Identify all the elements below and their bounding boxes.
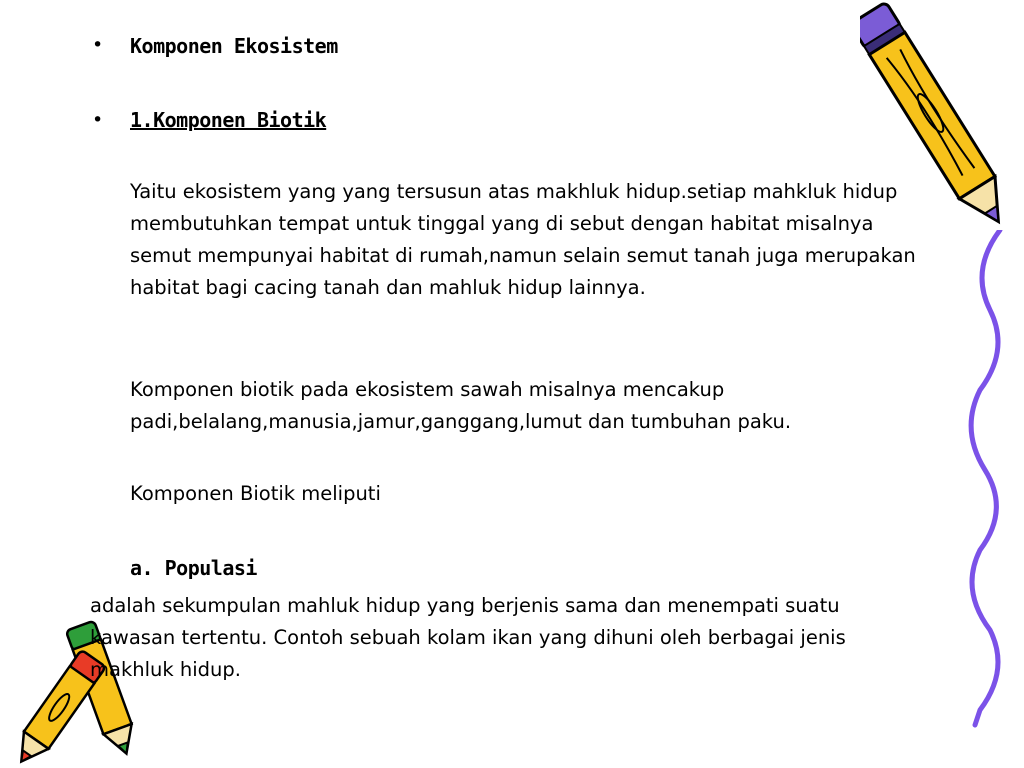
paragraph-sawah-example: Komponen biotik pada ekosistem sawah misalnya mencakup padi,belalang,manusia,jamur,ganggang,lumut dan tumbuhan paku. <box>130 378 792 433</box>
bullet-1: • <box>92 34 104 56</box>
paragraph-populasi-definition: adalah sekumpulan mahluk hidup yang berjenis sama dan menempati suatu kawasan tertentu. Contoh sebuah kolam ikan yang dihuni oleh berbagai jenis makhluk hidup. <box>90 594 846 681</box>
subheading-populasi: a. Populasi <box>130 556 257 580</box>
heading-komponen-ekosistem: Komponen Ekosistem <box>130 34 338 58</box>
paragraph-definition: Yaitu ekosistem yang yang tersusun atas makhluk hidup.setiap mahkluk hidup membutuhkan tempat untuk tinggal yang di sebut dengan habitat misalnya semut mempunyai habitat di rumah,namun selain semut tanah juga merupakan habitat bagi cacing tanah dan mahluk hidup lainnya. <box>130 180 916 299</box>
squiggle-line-right <box>960 230 1020 730</box>
bullet-2: • <box>92 109 104 131</box>
heading-komponen-biotik: 1.Komponen Biotik <box>130 108 327 132</box>
paragraph-meliputi: Komponen Biotik meliputi <box>130 482 381 505</box>
